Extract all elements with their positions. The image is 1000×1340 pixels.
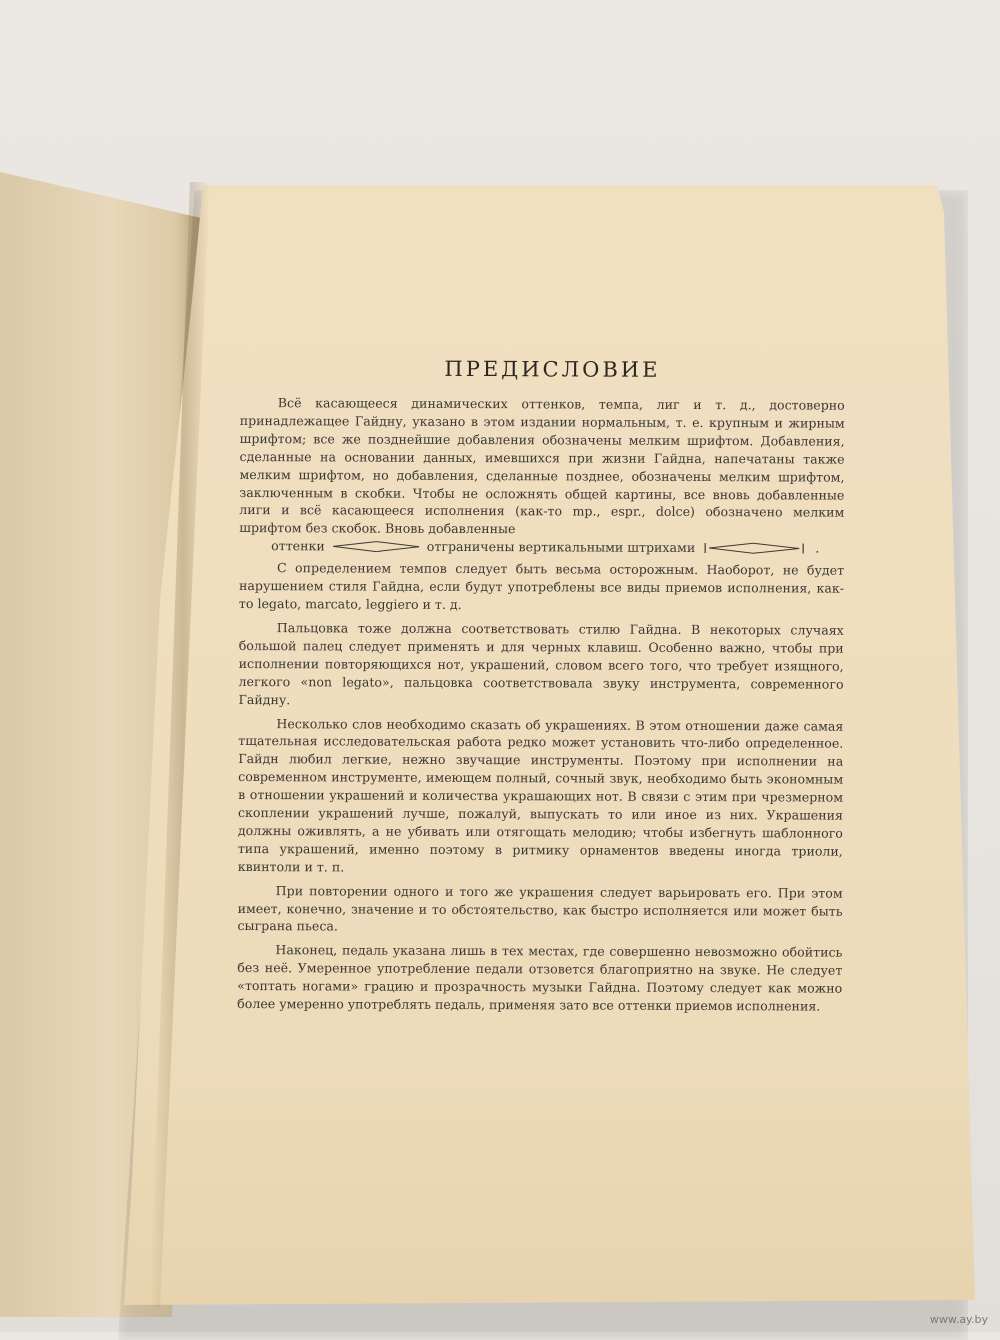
hairpin-line bbox=[239, 537, 844, 558]
crescendo-decrescendo-icon bbox=[333, 541, 419, 553]
page-text-block bbox=[237, 356, 845, 1022]
hairpin-line-before: оттенки bbox=[271, 537, 325, 555]
hairpin-with-bars-icon bbox=[703, 542, 807, 554]
paragraph-1: Всё касающееся динамических оттенков, темпа, лиг и т. д., достоверно принадлежащее Гайдну, указано в этом издании нормальным, т. е. крупным и жирным шрифтом; все же позднейшие добавления обозначены мелким шрифтом. Добавления, сделанные на основании данных, имевшихся при жизни Гайдна, напечатаны также мелким шрифтом, но добавления, сделанные позднее, обозначены мелким шрифтом, заключенным в скобки. Чтобы не осложнять общей картины, все вновь добавленные лиги и всё касающееся исполнения (как-то mp., espr., dolce) обозначено мелким шрифтом без скобок. Вновь добавленные bbox=[239, 394, 845, 540]
paragraph-4: Несколько слов необходимо сказать об украшениях. В этом отношении даже самая тщательная исследовательская работа редко может установить что-либо определенное. Гайдн любил легкие, нежно звучащие инструменты. Поэтому при исполнении на современном инструменте, имеющем полный, сочный звук, необходимо быть экономным в отношении украшений и количества украшающих нот. В связи с этим при чрезмерном скоплении украшений лучше, пожалуй, выпускать то или иное из них. Украшения должны оживлять, а не убивать или отягощать мелодию; чтобы избегнуть шаблонного типа украшений, именно поэтому в ритмику орнаментов введены иногда триоли, квинтоли и т. п. bbox=[238, 714, 844, 878]
paragraph-3: Пальцовка тоже должна соответствовать стилю Гайдна. В некоторых случаях большой палец следует применять и для черных клавиш. Особенно важно, чтобы при исполнении повторяющихся нот, украшений, словом всего того, что требует изящного, легкого «non legato», пальцовка соответствовала звуку инструмента, современного Гайдну. bbox=[238, 619, 843, 711]
hairpin-line-after: . bbox=[815, 540, 819, 558]
watermark: www.ay.by bbox=[930, 1313, 988, 1326]
page-title: ПРЕДИСЛОВИЕ bbox=[260, 356, 845, 383]
hairpin-line-middle: отграничены вертикальными штрихами bbox=[427, 538, 696, 557]
paragraph-5: При повторении одного и того же украшения следует варьировать его. При этом имеет, конечно, значение и то обстоятельство, как быстро исполняется или может быть сыграна пьеса. bbox=[237, 882, 842, 938]
paragraph-6: Наконец, педаль указана лишь в тех местах, где совершенно невозможно обойтись без неё. Умеренное употребление педали отзовется благоприятно на звуке. Не следует «топтать ногами» грацию и прозрачность музыки Гайдна. Поэтому следует как можно более умеренно употреблять педаль, применяя зато все оттенки приемов исполнения. bbox=[237, 941, 842, 1015]
paragraph-2: С определением темпов следует быть весьма осторожным. Наоборот, не будет нарушением стиля Гайдна, если будут употреблены все виды приемов исполнения, как-то legato, marcato, leggiero и т. д. bbox=[239, 559, 844, 615]
